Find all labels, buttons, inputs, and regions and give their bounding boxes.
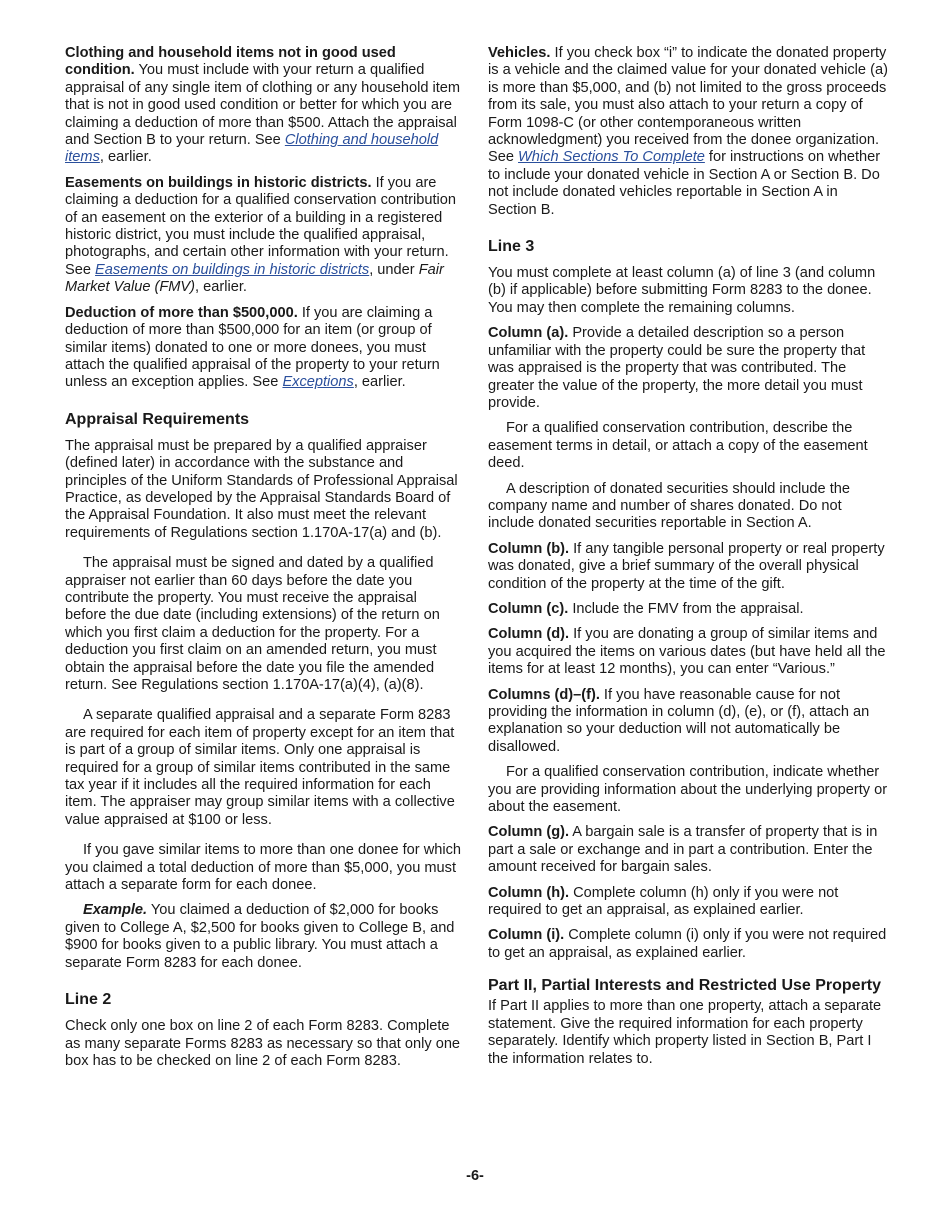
columns-d-f-conservation-paragraph: For a qualified conservation contribution, indicate whether you are providing information about the underlying property or about the easement. (488, 764, 888, 816)
column-a-paragraph: Column (a). Provide a detailed description so a person unfamiliar with the property could be sure the property that was appraised is the property that was contributed. The greater the value of the property, the more detail you must provide. (488, 325, 866, 411)
appraisal-paragraph-4: If you gave similar items to more than one donee for which you claimed a total deduction of more than $5,000, you must attach a separate form for each donee. (65, 842, 462, 894)
clothing-paragraph: Clothing and household items not in good used condition. You must include with your return a qualified appraisal of any single item of clothing or any household item that is not in good used condition or better for which you are claiming a deduction of more than $500. Attach the appraisal and Section B to your return. See Clothing and household items, earlier. (65, 45, 461, 166)
line-3-paragraph: You must complete at least column (a) of line 3 (and column (b) if applicable) before submitting Form 8283 to the donee. You may then complete the remaining columns. (488, 265, 876, 316)
column-c-paragraph: Column (c). Include the FMV from the appraisal. (488, 600, 804, 617)
example-paragraph: Example. You claimed a deduction of $2,000 for books given to College A, $2,500 for books given to College B, and $900 for books given to a public library. You must attach a separate Form 8283 for each donee. (65, 902, 455, 971)
column-a-conservation-paragraph: For a qualified conservation contribution, describe the easement terms in detail, or attach a copy of the easement deed. (488, 420, 868, 472)
line-2-paragraph: Check only one box on line 2 of each Form 8283. Complete as many separate Forms 8283 as necessary so that only one box has to be checked on line 2 of each Form 8283. (65, 1018, 461, 1069)
column-i-paragraph: Column (i). Complete column (i) only if you were not required to get an appraisal, as explained earlier. (488, 927, 887, 961)
part-2-heading: Part II, Partial Interests and Restricted Use Property (488, 977, 882, 995)
vehicles-paragraph: Vehicles. If you check box “i” to indicate the donated property is a vehicle and the claimed value for your donated vehicle (a) is more than $5,000, and (b) not limited to the gross proceeds from its sale, you must also attach to your return a copy of Form 1098-C (or other contemporaneous written acknowledgment) you received from the donee organization. See Which Sections To Complete for instructions on whether to include your donated vehicle in Section A or Section B. Do not include donated vehicles reportable in Section A in Section B. (488, 45, 888, 218)
appraisal-paragraph-3: A separate qualified appraisal and a separate Form 8283 are required for each item of property except for an item that is part of a group of similar items. Only one appraisal is required for a group of similar items contributed in the same tax year if it includes all the required information for each item. The appraiser may group similar items with a collective value appraised at $100 or less. (65, 707, 455, 828)
column-b-paragraph: Column (b). If any tangible personal property or real property was donated, give a brief summary of the overall physical condition of the property at the time of the gift. (488, 540, 885, 592)
column-d-paragraph: Column (d). If you are donating a group of similar items and you acquired the items on various dates (but have held all the items for at least 12 months), you can enter “Various.” (488, 626, 886, 678)
right-column (488, 45, 888, 1076)
column-g-paragraph: Column (g). A bargain sale is a transfer of property that is in part a sale or exchange and in part a contribution. Enter the amount received for bargain sales. (488, 824, 878, 876)
part-2-paragraph: If Part II applies to more than one property, attach a separate statement. Give the required information for each property separately. Identify which property listed in Section B, Part I the information relates to. (488, 998, 882, 1067)
clothing-link[interactable]: Clothing and household items (65, 132, 439, 166)
left-column (65, 45, 462, 1078)
column-h-paragraph: Column (h). Complete column (h) only if you were not required to get an appraisal, as explained earlier. (488, 884, 839, 919)
which-sections-link[interactable]: Which Sections To Complete (518, 149, 705, 166)
page-number: -6- (466, 1168, 484, 1184)
appraisal-requirements-heading: Appraisal Requirements (65, 410, 250, 428)
line-2-heading: Line 2 (65, 991, 112, 1009)
easements-link[interactable]: Easements on buildings in historic districts (95, 261, 370, 278)
vehicles-heading: Vehicles. (488, 45, 551, 61)
columns-d-f-paragraph: Columns (d)–(f). If you have reasonable cause for not providing the information in column (d), (e), or (f), attach an explanation so your deduction will not automatically be disallowed. (488, 686, 870, 755)
easements-heading: Easements on buildings in historic districts. (65, 174, 372, 191)
easements-paragraph: Easements on buildings in historic districts. If you are claiming a deduction for a qualified conservation contribution of an easement on the exterior of a building in a registered historic district, you must include the qualified appraisal, photographs, and certain other information with your return. See Easements on buildings in historic districts, under Fair Market Value (FMV), earlier. (65, 174, 457, 296)
example-label: Example. (83, 902, 148, 919)
deduction-500k-heading: Deduction of more than $500,000. (65, 304, 298, 321)
line-3-heading: Line 3 (488, 238, 535, 256)
deduction-500k-paragraph: Deduction of more than $500,000. If you are claiming a deduction of more than $500,000 for an item (or group of similar items) donated to one or more donees, you must attach the qualified appraisal of the property to your return unless an exception applies. See Exceptions, earlier. (65, 304, 440, 391)
clothing-heading: Clothing and household items not in good used condition. (65, 45, 396, 79)
exceptions-link[interactable]: Exceptions (282, 374, 354, 391)
appraisal-paragraph-1: The appraisal must be prepared by a qualified appraiser (defined later) in accordance with the substance and principles of the Uniform Standards of Professional Appraisal Practice, as developed by the Appraisal Standards Board of the Appraisal Foundation. It also must meet the relevant requirements of Regulations section 1.170A-17(a) and (b). (65, 437, 458, 541)
column-a-securities-paragraph: A description of donated securities should include the company name and number of shares donated. Do not include donated securities reportable in Section A. (488, 480, 850, 532)
appraisal-paragraph-2: The appraisal must be signed and dated by a qualified appraiser not earlier than 60 days before the date you contribute the property. You must receive the appraisal before the due date (including extensions) of the return on which you first claim a deduction for the property. For a deduction you first claim on an amended return, you must obtain the appraisal before the date you file the amended return. See Regulations section 1.170A-17(a)(4), (a)(8). (65, 555, 440, 693)
